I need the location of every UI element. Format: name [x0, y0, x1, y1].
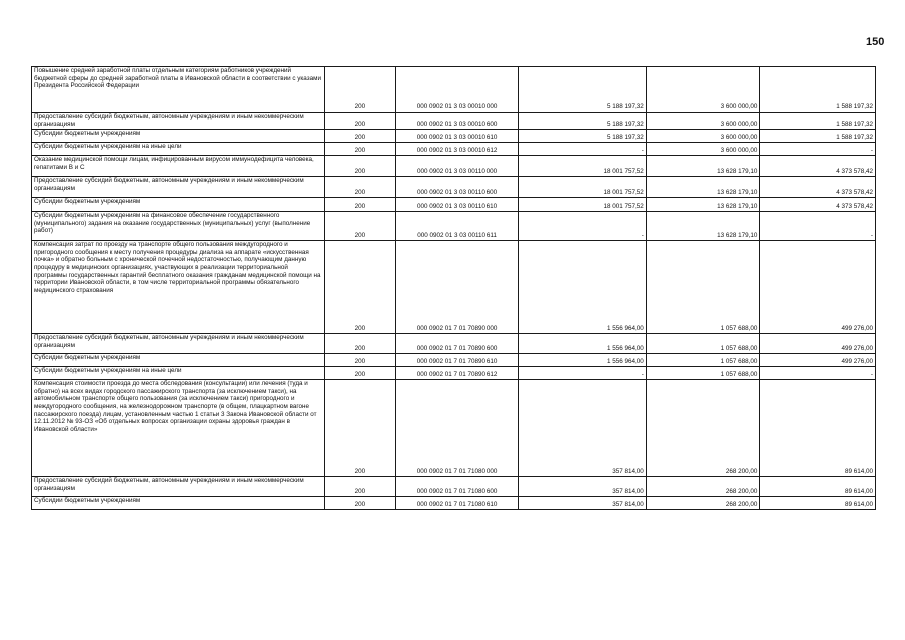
table-row [32, 354, 876, 367]
row-name: Субсидии бюджетным учреждениям на финансовое обеспечение государственного (муниципального) задания на оказание государственных (муниципальных) услуг (выполнение работ) [32, 212, 325, 241]
row-csr: 000 0902 01 3 03 00010 610 [396, 130, 519, 143]
row-executed: 268 200,00 [646, 497, 760, 510]
row-approved: 5 188 197,32 [518, 130, 646, 143]
row-unexecuted: - [760, 212, 876, 241]
row-executed: 13 628 179,10 [646, 156, 760, 177]
table-row [32, 334, 876, 354]
row-executed: 13 628 179,10 [646, 198, 760, 212]
row-approved: 18 001 757,52 [518, 177, 646, 198]
row-executed: 1 057 688,00 [646, 241, 760, 334]
row-code: 200 [324, 477, 396, 497]
row-csr: 000 0902 01 3 03 00110 611 [396, 212, 519, 241]
row-unexecuted: 1 588 197,32 [760, 67, 876, 113]
row-approved: 18 001 757,52 [518, 156, 646, 177]
row-unexecuted: 89 614,00 [760, 380, 876, 477]
row-approved: - [518, 143, 646, 156]
row-name: Субсидии бюджетным учреждениям [32, 354, 325, 367]
row-unexecuted: - [760, 143, 876, 156]
row-executed: 13 628 179,10 [646, 212, 760, 241]
row-approved: 5 188 197,32 [518, 113, 646, 130]
row-code: 200 [324, 497, 396, 510]
table-row [32, 67, 876, 113]
row-csr: 000 0902 01 7 01 71080 610 [396, 497, 519, 510]
row-unexecuted: 4 373 578,42 [760, 156, 876, 177]
row-approved: 357 814,00 [518, 380, 646, 477]
row-code: 200 [324, 198, 396, 212]
row-approved: 1 556 964,00 [518, 334, 646, 354]
row-name: Предоставление субсидий бюджетным, автономным учреждениям и иным некоммерческим организациям [32, 334, 325, 354]
row-csr: 000 0902 01 3 03 00110 610 [396, 198, 519, 212]
row-csr: 000 0902 01 7 01 71080 600 [396, 477, 519, 497]
row-approved: 357 814,00 [518, 477, 646, 497]
row-unexecuted: 4 373 578,42 [760, 198, 876, 212]
row-code: 200 [324, 334, 396, 354]
row-code: 200 [324, 380, 396, 477]
row-code: 200 [324, 130, 396, 143]
row-csr: 000 0902 01 7 01 71080 000 [396, 380, 519, 477]
row-csr: 000 0902 01 3 03 00010 000 [396, 67, 519, 113]
row-code: 200 [324, 367, 396, 380]
row-approved: - [518, 212, 646, 241]
row-csr: 000 0902 01 3 03 00110 600 [396, 177, 519, 198]
row-csr: 000 0902 01 7 01 70890 600 [396, 334, 519, 354]
row-name: Оказание медицинской помощи лицам, инфицированным вирусом иммунодефицита человека, гепатитами B и C [32, 156, 325, 177]
row-name: Предоставление субсидий бюджетным, автономным учреждениям и иным некоммерческим организациям [32, 477, 325, 497]
row-code: 200 [324, 177, 396, 198]
row-executed: 1 057 688,00 [646, 334, 760, 354]
row-code: 200 [324, 113, 396, 130]
row-approved: 5 188 197,32 [518, 67, 646, 113]
row-name: Предоставление субсидий бюджетным, автономным учреждениям и иным некоммерческим организациям [32, 177, 325, 198]
table-row [32, 367, 876, 380]
table-row [32, 477, 876, 497]
row-approved: 18 001 757,52 [518, 198, 646, 212]
row-unexecuted: 1 588 197,32 [760, 113, 876, 130]
row-csr: 000 0902 01 7 01 70890 000 [396, 241, 519, 334]
budget-table [31, 66, 876, 510]
table-row [32, 130, 876, 143]
row-name: Компенсация стоимости проезда до места обследования (консультации) или лечения (туда и обратно) на всех видах городского пассажирского транспорта (за исключением такси), на автомобильном транспорте общего пользования (за исключением такси) пригородного и междугородного сообщения, на железнодорожном транспорте (в общем, плацкартном вагоне пассажирского поезда) лицам, установленным частью 1 статьи 3 Закона Ивановской области от 12.11.2012 № 93-ОЗ «Об отдельных вопросах организации охраны здоровья граждан в Ивановской области» [32, 380, 325, 477]
page-number: 150 [866, 36, 885, 48]
table-row [32, 156, 876, 177]
row-code: 200 [324, 143, 396, 156]
row-executed: 3 600 000,00 [646, 143, 760, 156]
row-code: 200 [324, 212, 396, 241]
row-executed: 1 057 688,00 [646, 367, 760, 380]
row-approved: 357 814,00 [518, 497, 646, 510]
table-row [32, 177, 876, 198]
row-csr: 000 0902 01 3 03 00110 000 [396, 156, 519, 177]
row-executed: 268 200,00 [646, 477, 760, 497]
row-unexecuted: 89 614,00 [760, 477, 876, 497]
row-name: Субсидии бюджетным учреждениям [32, 198, 325, 212]
row-executed: 3 600 000,00 [646, 113, 760, 130]
row-name: Предоставление субсидий бюджетным, автономным учреждениям и иным некоммерческим организациям [32, 113, 325, 130]
table-row [32, 380, 876, 477]
table-row [32, 497, 876, 510]
row-approved: 1 556 964,00 [518, 241, 646, 334]
row-code: 200 [324, 354, 396, 367]
table-row [32, 212, 876, 241]
row-csr: 000 0902 01 3 03 00010 600 [396, 113, 519, 130]
row-executed: 13 628 179,10 [646, 177, 760, 198]
row-csr: 000 0902 01 3 03 00010 612 [396, 143, 519, 156]
row-unexecuted: - [760, 367, 876, 380]
table-row [32, 113, 876, 130]
row-code: 200 [324, 67, 396, 113]
row-name: Субсидии бюджетным учреждениям на иные цели [32, 143, 325, 156]
row-name: Субсидии бюджетным учреждениям на иные цели [32, 367, 325, 380]
table-row [32, 241, 876, 334]
row-approved: - [518, 367, 646, 380]
row-code: 200 [324, 241, 396, 334]
row-unexecuted: 1 588 197,32 [760, 130, 876, 143]
row-approved: 1 556 964,00 [518, 354, 646, 367]
table-row [32, 143, 876, 156]
row-unexecuted: 499 276,00 [760, 354, 876, 367]
table-row [32, 198, 876, 212]
row-unexecuted: 499 276,00 [760, 334, 876, 354]
row-executed: 1 057 688,00 [646, 354, 760, 367]
row-unexecuted: 499 276,00 [760, 241, 876, 334]
row-name: Субсидии бюджетным учреждениям [32, 130, 325, 143]
row-csr: 000 0902 01 7 01 70890 612 [396, 367, 519, 380]
row-executed: 268 200,00 [646, 380, 760, 477]
row-name: Компенсация затрат по проезду на транспорте общего пользования междугородного и пригородного сообщения к месту получения процедуры диализа на аппарате «искусственная почка» и обратно больным с хронической почечной недостаточностью, получающим данную процедуру в медицинских организациях, участвующих в реализации территориальной программы государственных гарантий бесплатного оказания гражданам медицинской помощи на территории Ивановской области, в том числе территориальной программы обязательного медицинского страхования [32, 241, 325, 334]
row-csr: 000 0902 01 7 01 70890 610 [396, 354, 519, 367]
row-code: 200 [324, 156, 396, 177]
row-executed: 3 600 000,00 [646, 67, 760, 113]
row-name: Субсидии бюджетным учреждениям [32, 497, 325, 510]
row-executed: 3 600 000,00 [646, 130, 760, 143]
row-unexecuted: 4 373 578,42 [760, 177, 876, 198]
row-name: Повышение средней заработной платы отдельным категориям работников учреждений бюджетной сферы до средней заработной платы в Ивановской области в соответствии с указами Президента Российской Федерации [32, 67, 325, 113]
row-unexecuted: 89 614,00 [760, 497, 876, 510]
